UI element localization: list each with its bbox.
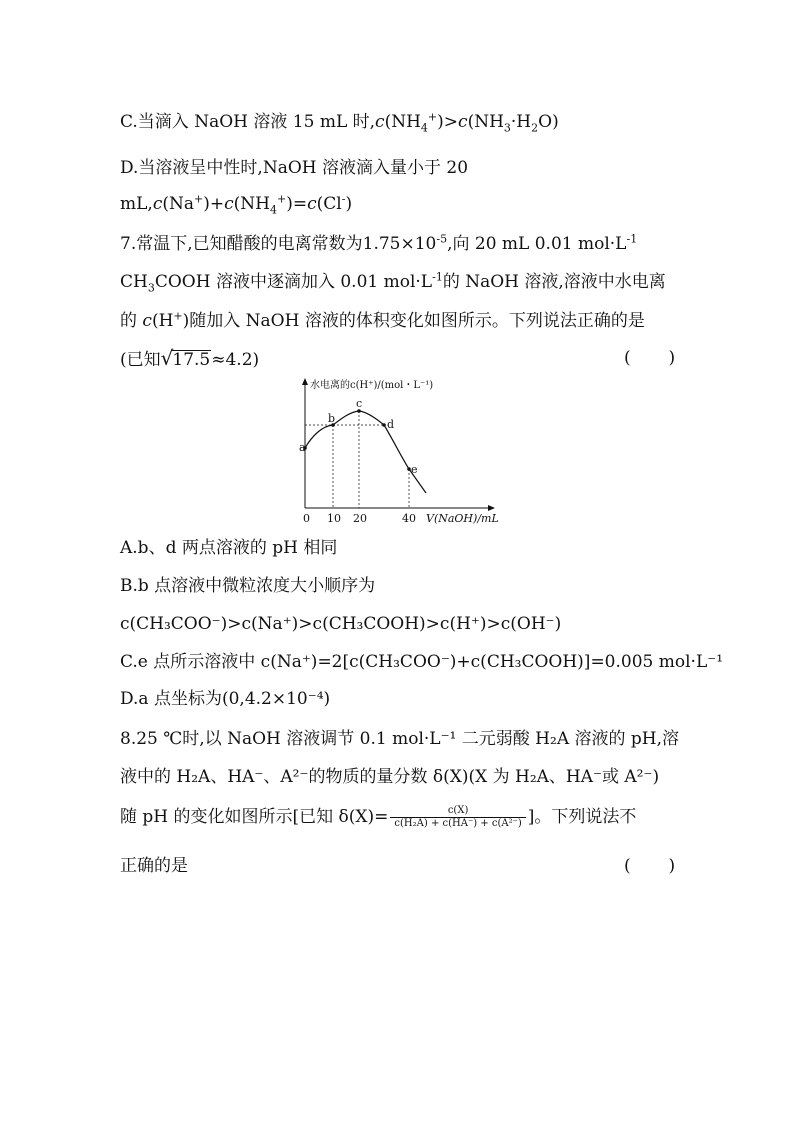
q7-option-b-line1: B.b 点溶液中微粒浓度大小顺序为 (120, 576, 376, 596)
q7-option-a: A.b、d 两点溶液的 pH 相同 (120, 538, 338, 558)
titration-curve (305, 411, 426, 493)
q7-stem-line4: (已知√17.5≈4.2) (120, 346, 260, 370)
tick-40: 40 (402, 512, 416, 525)
label-b: b (328, 412, 336, 425)
label-e: e (411, 463, 418, 476)
q7-option-c: C.e 点所示溶液中 c(Na⁺)=2[c(CH₃COO⁻)+c(CH₃COOH)]=0.005 mol·L⁻¹ (120, 652, 724, 672)
tick-10: 10 (327, 512, 341, 525)
q7-stem-line2: $CH_3COOH$ 溶液中逐滴加入 0.01 $mol\cdot L^{-1}$的 NaOH 溶液,溶液中水电离 (120, 270, 666, 295)
x-axis-arrow-icon (488, 505, 495, 511)
titration-graph (292, 376, 502, 526)
q8-stem-line3: 随 pH 的变化如图所示[已知 δ(X)= $\frac{c(X)}{\text{c(H₂A) + c(HA⁻) + c(A²⁻)}}$ ]。下列说法不 (120, 805, 637, 829)
q8-stem-line1: 8.25 ℃时,以 NaOH 溶液调节 0.1 mol·L⁻¹ 二元弱酸 H₂A 溶液的 pH,溶 (120, 729, 680, 749)
q8-stem-line2: 液中的 H₂A、HA⁻、A²⁻的物质的量分数 δ(X)(X 为 H₂A、HA⁻或 A²⁻) (120, 767, 660, 787)
y-axis-label: 水电离的c(H⁺)/(mol・L⁻¹) (310, 380, 434, 391)
label-d: d (387, 418, 395, 431)
delta-fraction: $\frac{c(X)}{\text{c(H₂A) + c(HA⁻) + c(A²⁻)}}$ (390, 805, 525, 830)
x-axis-label: V(NaOH)/mL (426, 512, 499, 525)
q8-stem-line4: 正确的是 (120, 856, 188, 876)
q7-option-d: D.a 点坐标为(0,4.2×10⁻⁴) (120, 689, 331, 709)
q7-stem-line3: 的 c(H+)随加入 NaOH 溶液的体积变化如图所示。下列说法正确的是 (120, 309, 645, 331)
label-a: a (299, 441, 306, 454)
radicand: 17.5 (172, 350, 211, 370)
point-d (382, 423, 386, 427)
q7-answer-parens: ( ) (624, 348, 676, 368)
q7-stem-line1: 7.常温下,已知醋酸的电离常数为$1.75\times 10^{-5}$,向 20 mL 0.01 $mol\cdot L^{-1}$ (120, 232, 638, 254)
q6-option-d-line2: $mL,c(Na^+)+c(NH_4^+)=c(Cl^-)$ (120, 192, 353, 217)
q8-answer-parens: ( ) (624, 856, 676, 876)
label-c: c (356, 397, 363, 410)
tick-20: 20 (353, 512, 367, 525)
q7-option-b-line2: c(CH₃COO⁻)>c(Na⁺)>c(CH₃COOH)>c(H⁺)>c(OH⁻) (120, 614, 562, 634)
q6-option-d-line1: D.当溶液呈中性时,NaOH 溶液滴入量小于 20 (120, 158, 469, 178)
y-axis-arrow-icon (302, 378, 308, 385)
sqrt-icon: √ (160, 346, 174, 370)
tick-0: 0 (303, 512, 310, 525)
q6-option-c: C.当滴入 NaOH 溶液 15 mL 时$,c(NH_4^+)>c(NH_3\cdot H_2O)$ (120, 110, 559, 135)
